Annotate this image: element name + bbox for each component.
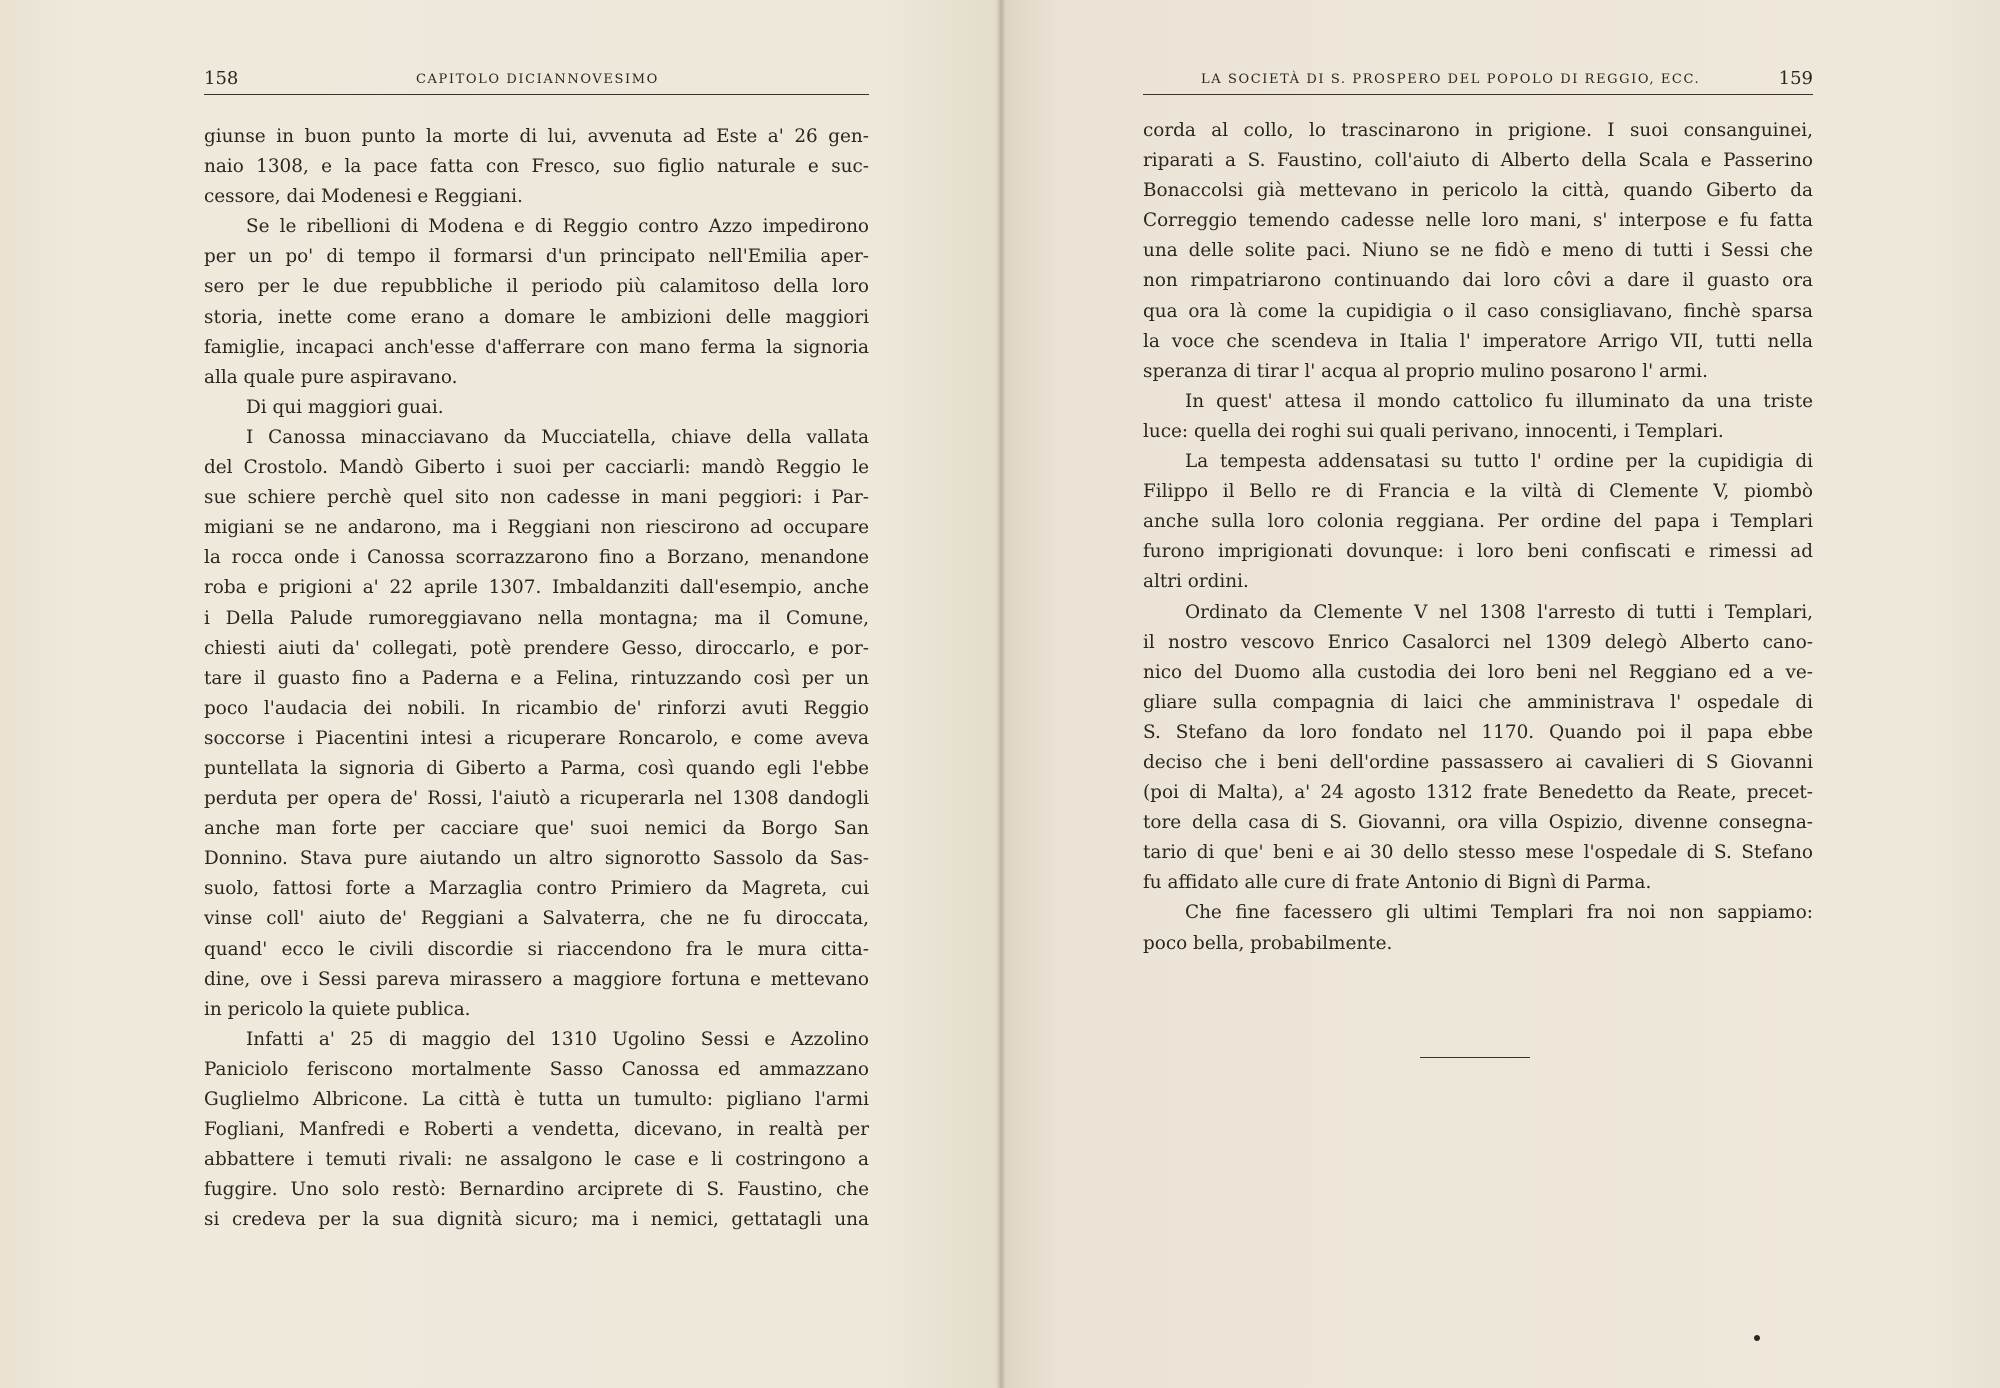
- text-line: i Della Palude rumoreggiavano nella montagna; ma il Comune,: [204, 607, 869, 629]
- right-page: [1000, 0, 2000, 1388]
- text-line: speranza di tirar l' acqua al proprio mulino posarono l' armi.: [1143, 360, 1708, 382]
- text-line: I Canossa minacciavano da Mucciatella, chiave della vallata: [246, 426, 869, 448]
- text-line: la rocca onde i Canossa scorrazzarono fino a Borzano, menandone: [204, 547, 869, 569]
- text-line: fuggire. Uno solo restò: Bernardino arciprete di S. Faustino, che: [204, 1179, 869, 1201]
- right-running-header: [1143, 64, 1813, 95]
- text-line: anche man forte per cacciare que' suoi nemici da Borgo San: [204, 818, 869, 840]
- text-line: il nostro vescovo Enrico Casalorci nel 1309 delegò Alberto cano-: [1143, 631, 1813, 653]
- text-line: naio 1308, e la pace fatta con Fresco, suo figlio naturale e suc-: [204, 156, 869, 178]
- text-line: Che fine facessero gli ultimi Templari fra noi non sappiamo:: [1185, 902, 1813, 924]
- text-line: corda al collo, lo trascinarono in prigione. I suoi consanguinei,: [1143, 120, 1813, 141]
- chapter-end-rule: [1420, 1057, 1530, 1058]
- text-line: puntellata la signoria di Giberto a Parma, così quando egli l'ebbe: [204, 757, 869, 779]
- text-line: la voce che scendeva in Italia l' imperatore Arrigo VII, tutti nella: [1143, 330, 1813, 352]
- text-line: Bonaccolsi già mettevano in pericolo la città, quando Giberto da: [1143, 180, 1813, 202]
- ink-speck: [1754, 1335, 1760, 1341]
- text-line: una delle solite paci. Niuno se ne fidò e meno di tutti i Sessi che: [1143, 240, 1813, 262]
- text-line: In quest' attesa il mondo cattolico fu illuminato da una triste: [1185, 390, 1813, 412]
- text-line: poco l'audacia dei nobili. In ricambio de' rinforzi avuti Reggio: [204, 697, 869, 719]
- text-line: anche sulla loro colonia reggiana. Per ordine del papa i Templari: [1143, 511, 1813, 533]
- text-line: riparati a S. Faustino, coll'aiuto di Alberto della Scala e Passerino: [1143, 150, 1813, 172]
- text-line: Ordinato da Clemente V nel 1308 l'arresto di tutti i Templari,: [1185, 601, 1813, 623]
- left-page-text: [204, 122, 869, 1235]
- text-line: luce: quella dei roghi sui quali perivano, innocenti, i Templari.: [1143, 420, 1724, 442]
- left-running-head-title: CAPITOLO DICIANNOVESIMO: [416, 72, 659, 87]
- text-line: famiglie, incapaci anch'esse d'afferrare con mano ferma la signoria: [204, 336, 869, 358]
- text-line: qua ora là come la cupidigia o il caso consigliavano, finchè sparsa: [1143, 300, 1813, 322]
- text-line: Correggio temendo cadesse nelle loro mani, s' interpose e fu fatta: [1143, 210, 1813, 232]
- text-line: si credeva per la sua dignità sicuro; ma i nemici, gettatagli una: [204, 1209, 869, 1231]
- text-line: non rimpatriarono continuando dai loro côvi a dare il guasto ora: [1143, 270, 1813, 292]
- text-line: storia, inette come erano a domare le ambizioni delle maggiori: [204, 306, 869, 328]
- right-running-head-title: LA SOCIETÀ DI S. PROSPERO DEL POPOLO DI REGGIO, ECC.: [1201, 72, 1701, 87]
- text-line: nico del Duomo alla custodia dei loro beni nel Reggiano ed a ve-: [1143, 661, 1813, 683]
- text-line: S. Stefano da loro fondato nel 1170. Quando poi il papa ebbe: [1143, 721, 1813, 743]
- text-line: chiesti aiuti da' collegati, potè prendere Gesso, diroccarlo, e por-: [204, 637, 869, 659]
- text-line: tore della casa di S. Giovanni, ora villa Ospizio, divenne consegna-: [1143, 812, 1813, 834]
- text-line: perduta per opera de' Rossi, l'aiutò a ricuperarla nel 1308 dandogli: [204, 788, 869, 810]
- right-page-text: [1143, 116, 1813, 959]
- text-line: Di qui maggiori guai.: [246, 396, 444, 418]
- text-line: Guglielmo Albricone. La città è tutta un tumulto: pigliano l'armi: [204, 1089, 869, 1110]
- text-line: suolo, fattosi forte a Marzaglia contro Primiero da Magreta, cui: [204, 878, 869, 900]
- text-line: Paniciolo feriscono mortalmente Sasso Canossa ed ammazzano: [204, 1058, 869, 1080]
- text-line: Filippo il Bello re di Francia e la viltà di Clemente V, piombò: [1143, 481, 1813, 503]
- text-line: sue schiere perchè quel sito non cadesse in mani peggiori: i Par-: [204, 487, 869, 509]
- text-line: gliare sulla compagnia di laici che amministrava l' ospedale di: [1143, 691, 1813, 713]
- text-line: (poi di Malta), a' 24 agosto 1312 frate Benedetto da Reate, precet-: [1143, 782, 1813, 804]
- text-line: tario di que' beni e ai 30 dello stesso mese l'ospedale di S. Stefano: [1143, 842, 1813, 864]
- text-line: Fogliani, Manfredi e Roberti a vendetta, dicevano, in realtà per: [204, 1119, 869, 1141]
- text-line: abbattere i temuti rivali: ne assalgono le case e li costringono a: [204, 1149, 869, 1171]
- book-gutter: [996, 0, 1006, 1388]
- text-line: alla quale pure aspiravano.: [204, 366, 458, 388]
- left-running-header: [204, 64, 869, 95]
- text-line: altri ordini.: [1143, 571, 1249, 593]
- text-line: quand' ecco le civili discordie si riaccendono fra le mura citta-: [204, 938, 869, 960]
- text-line: dine, ove i Sessi pareva mirassero a maggiore fortuna e mettevano: [204, 968, 869, 990]
- text-line: sero per le due repubbliche il periodo più calamitoso della loro: [204, 276, 869, 298]
- text-line: La tempesta addensatasi su tutto l' ordine per la cupidigia di: [1185, 451, 1813, 473]
- right-page-number: 159: [1778, 68, 1813, 89]
- text-line: fu affidato alle cure di frate Antonio di Bignì di Parma.: [1143, 872, 1652, 894]
- text-line: poco bella, probabilmente.: [1143, 932, 1393, 954]
- text-line: deciso che i beni dell'ordine passassero ai cavalieri di S Giovanni: [1143, 751, 1813, 773]
- text-line: Se le ribellioni di Modena e di Reggio contro Azzo impedirono: [246, 216, 869, 238]
- text-line: soccorse i Piacentini intesi a ricuperare Roncarolo, e come aveva: [204, 727, 869, 749]
- text-line: furono imprigionati dovunque: i loro beni confiscati e rimessi ad: [1143, 541, 1813, 563]
- text-line: tare il guasto fino a Paderna e a Felina, rintuzzando così per un: [204, 667, 869, 689]
- text-line: per un po' di tempo il formarsi d'un principato nell'Emilia aper-: [204, 246, 869, 268]
- text-line: Infatti a' 25 di maggio del 1310 Ugolino Sessi e Azzolino: [246, 1028, 869, 1050]
- text-line: migiani se ne andarono, ma i Reggiani non riescirono ad occupare: [204, 517, 869, 539]
- text-line: roba e prigioni a' 22 aprile 1307. Imbaldanziti dall'esempio, anche: [204, 577, 869, 599]
- text-line: Donnino. Stava pure aiutando un altro signorotto Sassolo da Sas-: [204, 848, 869, 870]
- text-line: giunse in buon punto la morte di lui, avvenuta ad Este a' 26 gen-: [204, 126, 869, 147]
- left-page-number: 158: [204, 68, 239, 89]
- text-line: vinse coll' aiuto de' Reggiani a Salvaterra, che ne fu diroccata,: [204, 908, 869, 930]
- text-line: in pericolo la quiete publica.: [204, 998, 471, 1020]
- text-line: del Crostolo. Mandò Giberto i suoi per cacciarli: mandò Reggio le: [204, 457, 869, 479]
- text-line: cessore, dai Modenesi e Reggiani.: [204, 186, 523, 208]
